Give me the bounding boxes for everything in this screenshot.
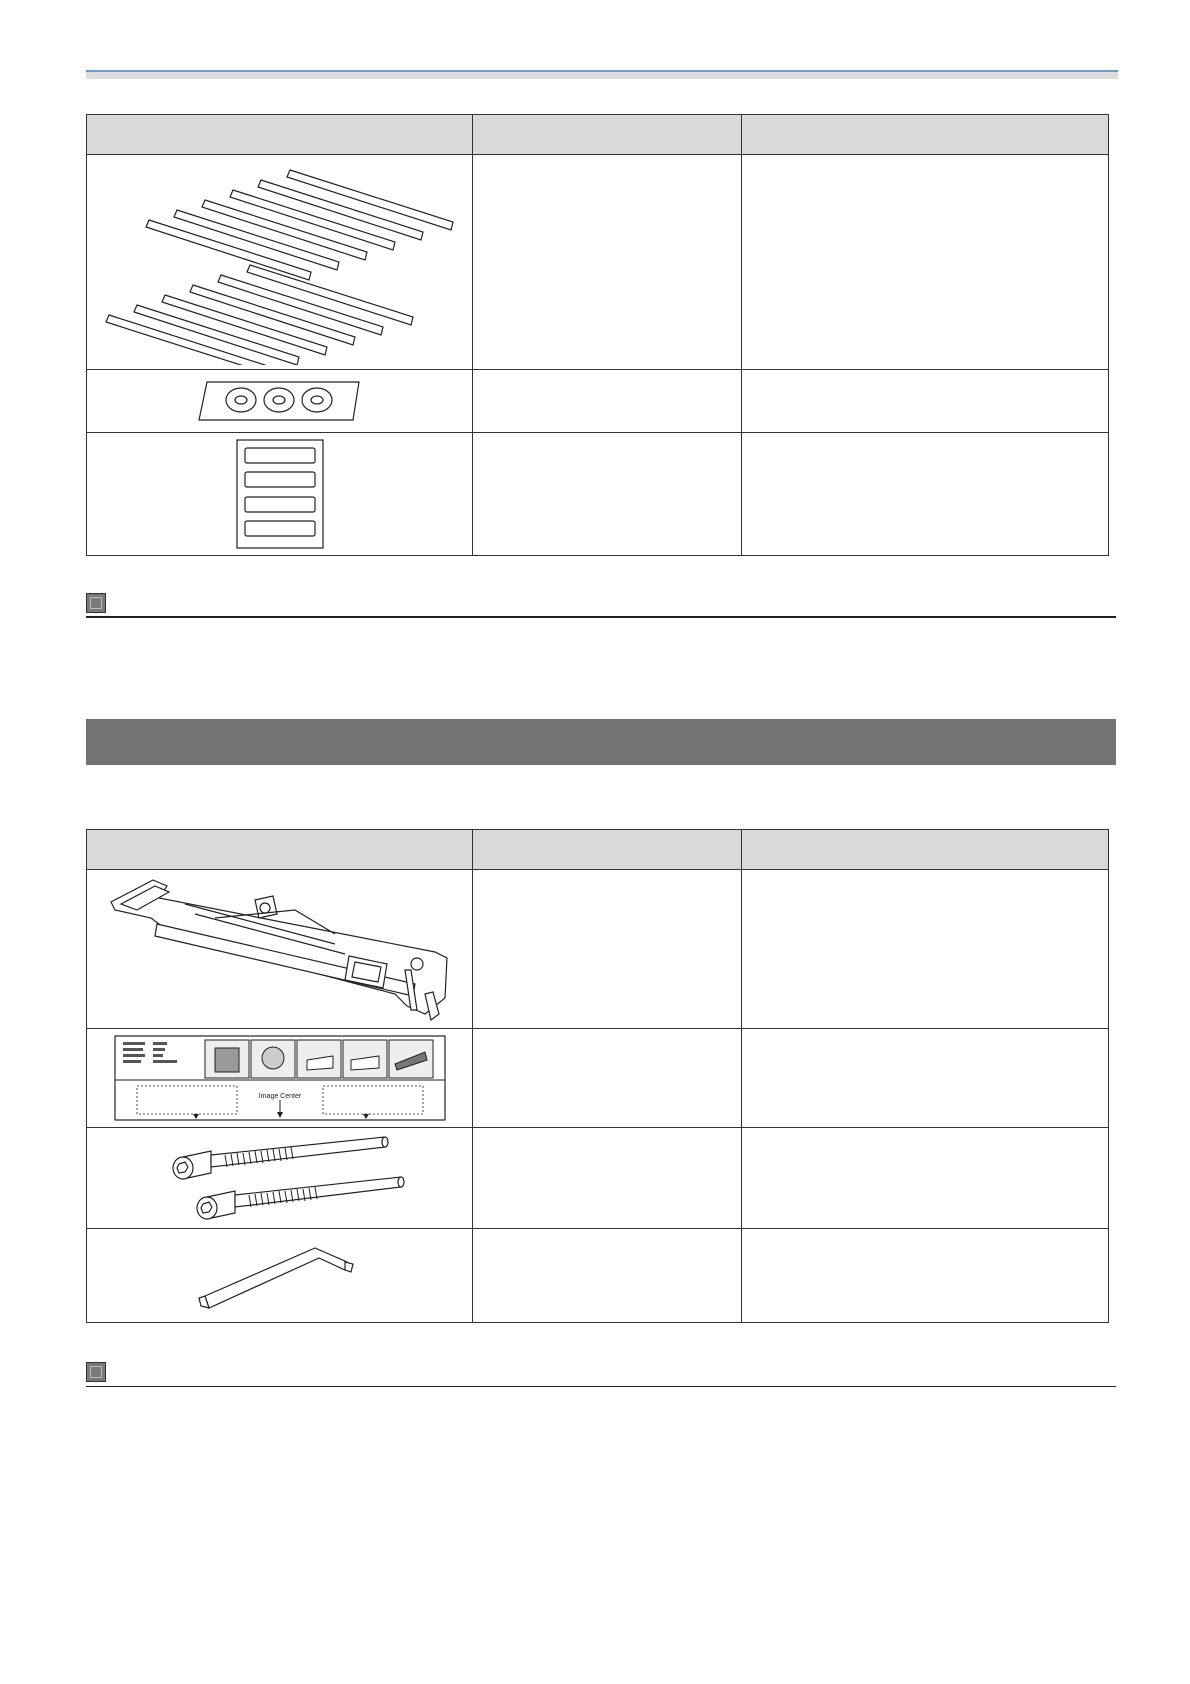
- image-cell: [87, 1128, 473, 1229]
- image-cell: [87, 370, 473, 433]
- parts-table-2: [86, 829, 1109, 1323]
- table-row: [87, 155, 1109, 370]
- table-row: [87, 870, 1109, 1029]
- name-cell: [473, 433, 742, 556]
- name-cell: [473, 870, 742, 1029]
- header-cell-description: [742, 830, 1109, 870]
- header-cell-name: [473, 830, 742, 870]
- table-row: [87, 1229, 1109, 1323]
- image-cell: [87, 155, 473, 370]
- label-sheet-icon: [235, 438, 325, 550]
- bolts-icon: [155, 1133, 405, 1223]
- table-header-row: [87, 115, 1109, 155]
- hex-key-icon: [195, 1236, 365, 1316]
- washers-sheet-icon: [195, 378, 365, 424]
- section-square-icon: [86, 593, 106, 613]
- header-cell-name: [473, 115, 742, 155]
- page-top-bar: [86, 70, 1118, 79]
- description-cell: [742, 1128, 1109, 1229]
- section-rule: [86, 616, 1116, 618]
- table-row: [87, 433, 1109, 556]
- description-cell: [742, 370, 1109, 433]
- name-cell: [473, 1229, 742, 1323]
- name-cell: [473, 370, 742, 433]
- table-header-row: [87, 830, 1109, 870]
- name-cell: [473, 1029, 742, 1128]
- installation-template-icon: [113, 1034, 447, 1122]
- description-cell: [742, 433, 1109, 556]
- stakes-bundle-icon: [95, 160, 465, 365]
- section-rule: [86, 1386, 1116, 1387]
- name-cell: [473, 1128, 742, 1229]
- table-row: [87, 1128, 1109, 1229]
- section-heading-1: [86, 590, 1116, 618]
- chapter-banner: [86, 719, 1116, 765]
- table-row: [87, 1029, 1109, 1128]
- table-row: [87, 370, 1109, 433]
- description-cell: [742, 870, 1109, 1029]
- template-center-label: Image Center: [258, 1093, 301, 1100]
- section-square-icon: [86, 1362, 106, 1382]
- description-cell: [742, 1229, 1109, 1323]
- image-cell: [87, 1229, 473, 1323]
- mounting-bracket-icon: [95, 874, 465, 1024]
- section-heading-2: [86, 1359, 1116, 1387]
- image-cell: [87, 433, 473, 556]
- header-cell-image: [87, 115, 473, 155]
- header-cell-image: [87, 830, 473, 870]
- name-cell: [473, 155, 742, 370]
- description-cell: [742, 155, 1109, 370]
- image-cell: [87, 1029, 473, 1128]
- header-cell-description: [742, 115, 1109, 155]
- image-cell: [87, 870, 473, 1029]
- description-cell: [742, 1029, 1109, 1128]
- parts-table-1: [86, 114, 1109, 556]
